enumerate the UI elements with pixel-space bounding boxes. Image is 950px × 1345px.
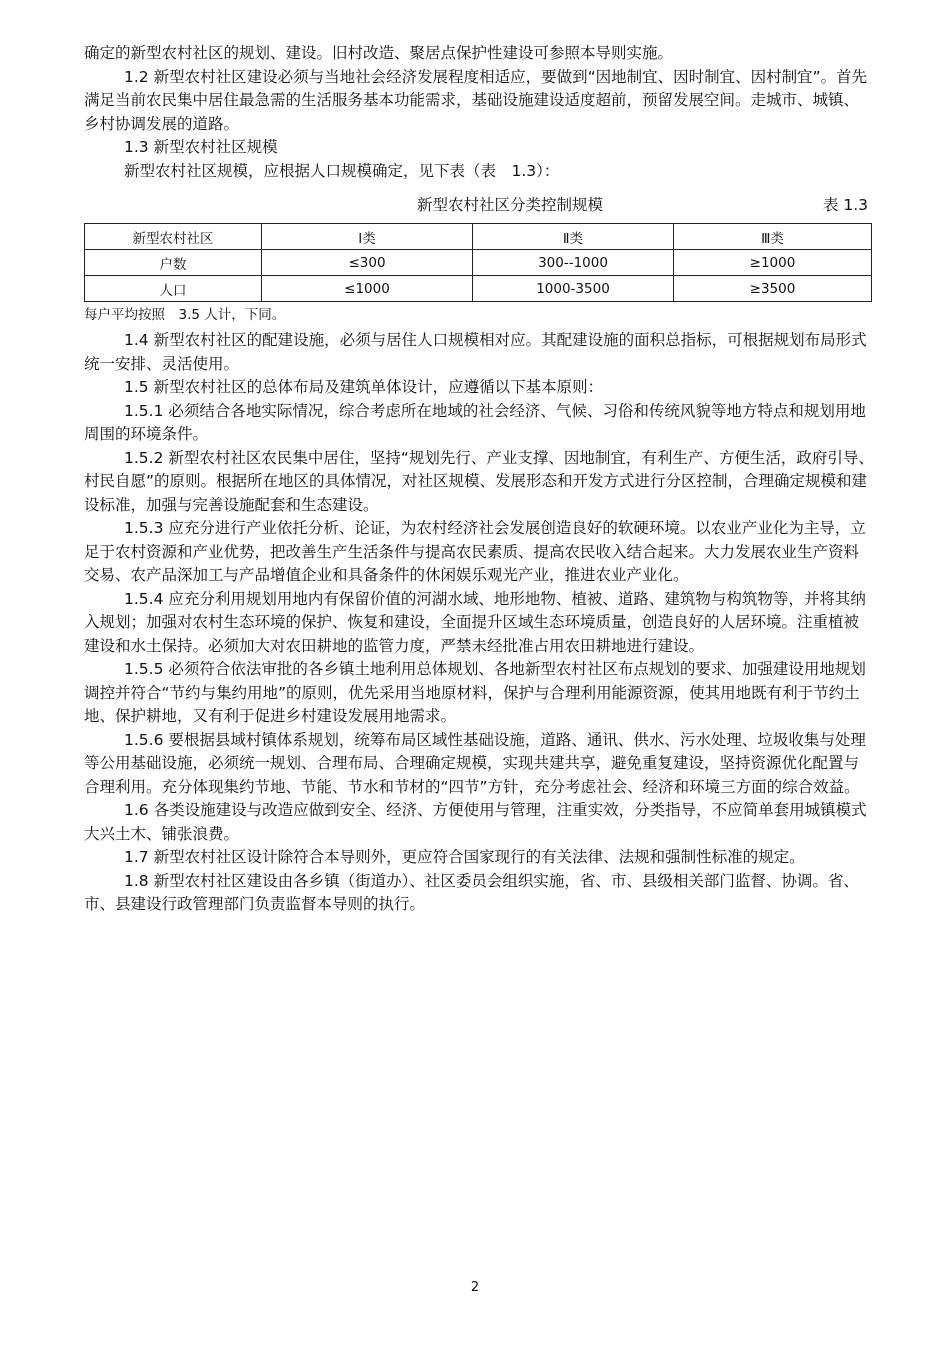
table-header-cell: Ⅱ类 xyxy=(473,224,674,250)
table-header-row xyxy=(85,224,872,250)
paragraph-1-5-5: 1.5.5 必须符合依法审批的各乡镇土地利用总体规划、各地新型农村社区布点规划的要求、加强建设用地规划调控并符合“节约与集约用地”的原则，优先采用当地原材料，保护与合理利用能源资源，使其用地既有利于节约土地、保护耕地，又有利于促进乡村建设发展用地需求。 xyxy=(84,660,866,725)
paragraph-1-4: 1.4 新型农村社区的配建设施，必须与居住人口规模相对应。其配建设施的面积总指标，可根据规划布局形式统一安排、灵活使用。 xyxy=(84,331,867,373)
table-row xyxy=(85,250,872,276)
scale-table xyxy=(84,223,872,302)
table-number: 表 1.3 xyxy=(822,196,868,214)
paragraph-1-5-3: 1.5.3 应充分进行产业依托分析、论证，为农村经济社会发展创造良好的软硬环境。以农业产业化为主导，立足于农村资源和产业优势，把改善生产生活条件与提高农民素质、提高农民收入结合起来。大力发展农业生产资料交易、农产品深加工与产品增值企业和具备条件的休闲娱乐观光产业，推进农业产业化。 xyxy=(84,519,866,584)
paragraph-1-5-1: 1.5.1 必须结合各地实际情况，综合考虑所在地域的社会经济、气候、习俗和传统风貌等地方特点和规划用地周围的环境条件。 xyxy=(84,401,866,443)
table-header-cell: 新型农村社区 xyxy=(85,224,262,250)
paragraph-continuation: 确定的新型农村社区的规划、建设。旧村改造、聚居点保护性建设可参照本导则实施。 xyxy=(84,44,674,62)
paragraph-1-5-2: 1.5.2 新型农村社区农民集中居住，坚持“规划先行、产业支撑、因地制宜，有利生产、方便生活，政府引导、村民自愿”的原则。根据所在地区的具体情况，对社区规模、发展形态和开发方式进行分区控制，合理确定规模和建设标准，加强与完善设施配套和生态建设。 xyxy=(84,448,874,514)
paragraph-1-5-6: 1.5.6 要根据县域村镇体系规划，统筹布局区域性基础设施，道路、通讯、供水、污水处理、垃圾收集与处理等公用基础设施，必须统一规划、合理布局、合理确定规模，实现共建共享，避免重复建设，坚持资源优化配置与合理利用。充分体现集约节地、节能、节水和节材的“四节”方针，充分考虑社会、经济和环境三方面的综合效益。 xyxy=(84,730,866,796)
paragraph-1-5-4: 1.5.4 应充分利用规划用地内有保留价值的河湖水域、地形地物、植被、道路、建筑物与构筑物等，并将其纳入规划；加强对农村生态环境的保护、恢复和建设，全面提升区域生态环境质量，创造良好的人居环境。注重植被建设和水土保持。必须加大对农田耕地的监管力度，严禁未经批准占用农田耕地进行建设。 xyxy=(84,589,866,655)
page-number: 2 xyxy=(470,1280,480,1295)
table-cell: 1000-3500 xyxy=(473,276,674,302)
table-cell: 人口 xyxy=(85,276,262,302)
table-note: 每户平均按照 3.5 人计，下同。 xyxy=(84,307,286,323)
table-header-cell: Ⅲ类 xyxy=(674,224,872,250)
table-caption xyxy=(84,193,874,219)
paragraph-1-2: 1.2 新型农村社区建设必须与当地社会经济发展程度相适应，要做到“因地制宜、因时制宜、因村制宜”。首先满足当前农民集中居住最急需的生活服务基本功能需求，基础设施建设适度超前，预留发展空间。走城市、城镇、乡村协调发展的道路。 xyxy=(84,67,868,133)
table-cell: ≤300 xyxy=(262,250,473,276)
document-body xyxy=(84,42,874,917)
table-cell: ≤1000 xyxy=(262,276,473,302)
table-row xyxy=(85,276,872,302)
paragraph-1-3: 新型农村社区规模，应根据人口规模确定，见下表（表 1.3）： xyxy=(124,161,560,180)
paragraph-1-7: 1.7 新型农村社区设计除符合本导则外，更应符合国家现行的有关法律、法规和强制性标准的规定。 xyxy=(124,848,805,866)
section-heading-1-3: 1.3 新型农村社区规模 xyxy=(124,138,278,156)
paragraph-1-5: 1.5 新型农村社区的总体布局及建筑单体设计，应遵循以下基本原则： xyxy=(124,378,604,396)
table-title: 新型农村社区分类控制规模 xyxy=(417,196,604,214)
table-cell: ≥1000 xyxy=(674,250,872,276)
table-cell: 300--1000 xyxy=(473,250,674,276)
table-cell: 户数 xyxy=(85,250,262,276)
table-cell: ≥3500 xyxy=(674,276,872,302)
paragraph-1-6: 1.6 各类设施建设与改造应做到安全、经济、方便使用与管理，注重实效，分类指导，不应简单套用城镇模式大兴土木、铺张浪费。 xyxy=(84,801,867,843)
paragraph-1-8: 1.8 新型农村社区建设由各乡镇（街道办）、社区委员会组织实施，省、市、县级相关部门监督、协调。省、市、县建设行政管理部门负责监督本导则的执行。 xyxy=(84,871,859,913)
table-header-cell: Ⅰ类 xyxy=(262,224,473,250)
